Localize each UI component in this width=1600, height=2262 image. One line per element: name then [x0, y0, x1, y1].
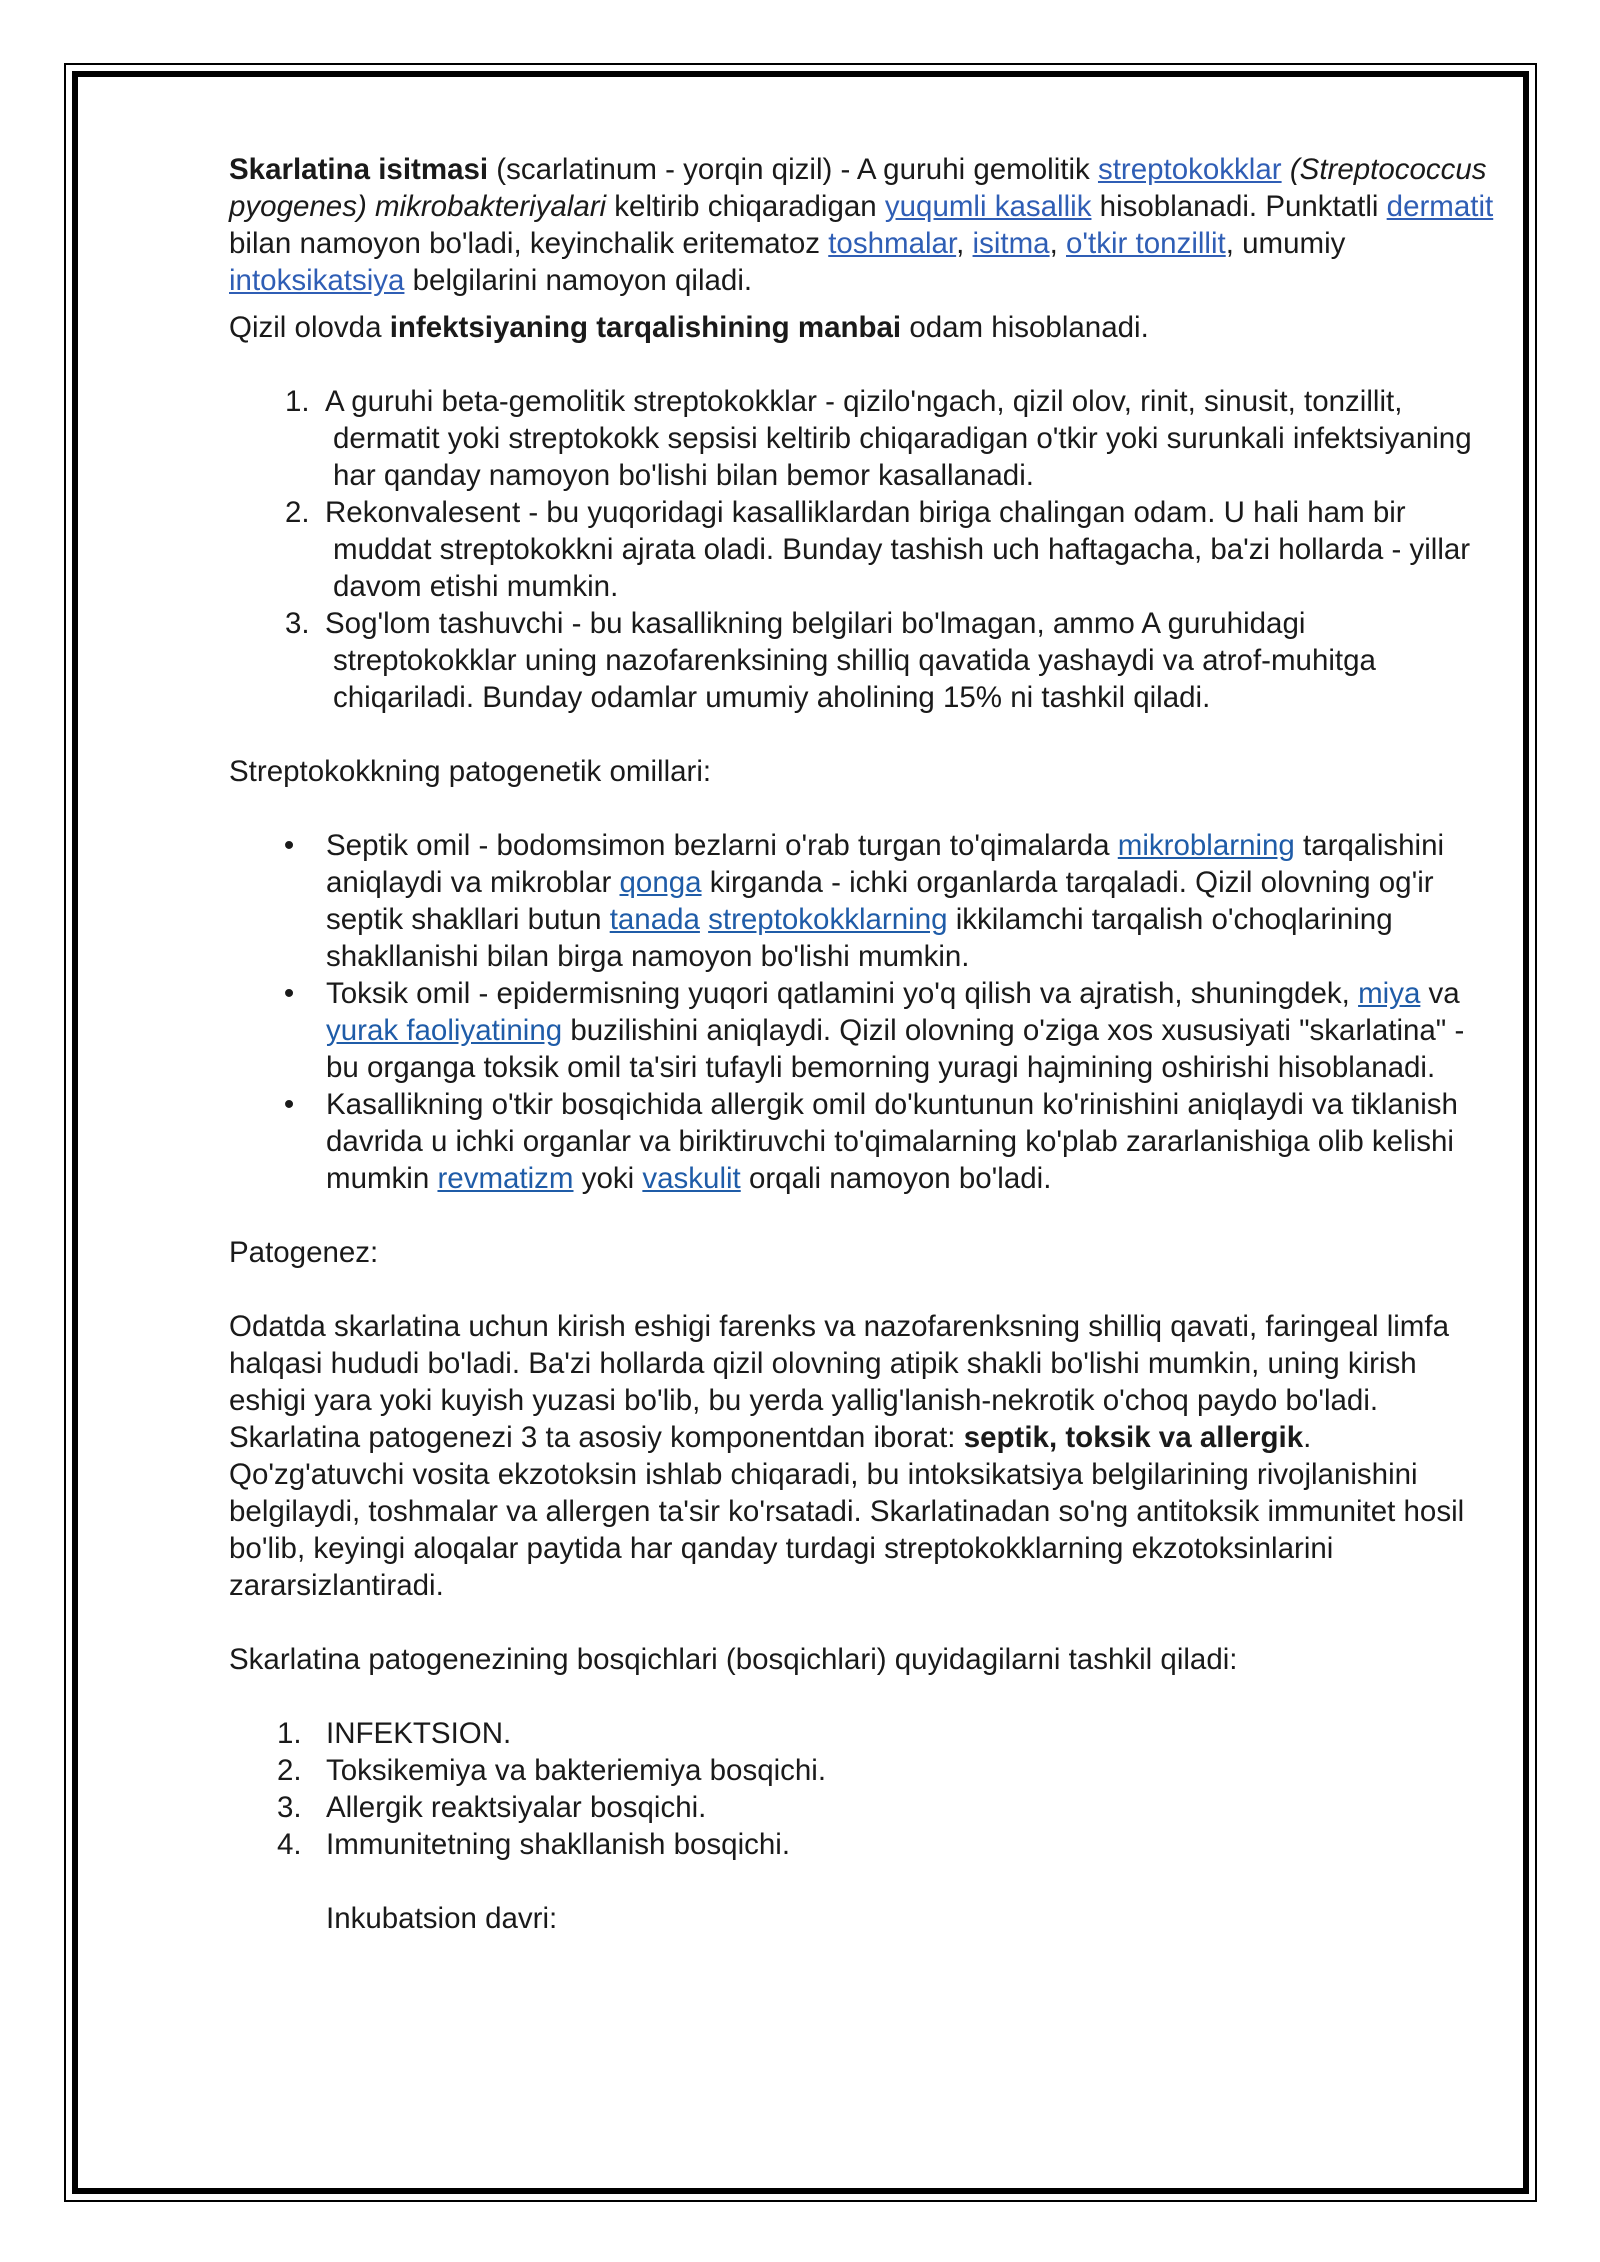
list-item: 1. A guruhi beta-gemolitik streptokokklar - qizilo'ngach, qizil olov, rinit, sinusit, tonzillit, dermatit yoki streptokokk sepsisi keltirib chiqaradigan o'tkir yoki surunkali infektsiyaning har qanday namoyon bo'lishi bilan bemor kasallanadi. [285, 385, 1472, 492]
link-qonga[interactable]: qonga [619, 866, 702, 899]
list-item: • Kasallikning o'tkir bosqichida allergik omil do'kuntunun ko'rinishini aniqlaydi va tiklanish davrida u ichki organlar va biriktiruvchi to'qimalarning ko'plab zararlanishiga olib kelishi mumkin revmatizm yoki vaskulit orqali namoyon bo'ladi. [229, 1086, 1494, 1197]
section-heading-stages: Skarlatina patogenezining bosqichlari (bosqichlari) quyidagilarni tashkil qiladi: [229, 1643, 1238, 1676]
intro-paragraph: Skarlatina isitmasi (scarlatinum - yorqin qizil) - A guruhi gemolitik streptokokklar (Streptococcus pyogenes) mikrobakteriyalari keltirib chiqaradigan yuqumli kasallik hisoblanadi. Punktatli dermatit bilan namoyon bo'ladi, keyinchalik eritematoz toshmalar, isitma, o'tkir tonzillit, umumiy intoksikatsiya belgilarini namoyon qiladi. [229, 153, 1494, 297]
list-item: 1. INFEKTSION. [277, 1717, 512, 1750]
sources-list [229, 383, 1494, 716]
bullet-icon: • [283, 1088, 295, 1121]
link-vaskulit[interactable]: vaskulit [642, 1162, 741, 1195]
link-intoksikatsiya[interactable]: intoksikatsiya [229, 264, 405, 297]
link-miya[interactable]: miya [1358, 977, 1421, 1010]
stages-list [229, 1715, 1494, 1863]
document-title: Skarlatina isitmasi [229, 153, 489, 186]
link-isitma[interactable]: isitma [972, 227, 1050, 260]
link-dermatit[interactable]: dermatit [1386, 190, 1494, 223]
link-mikroblarning[interactable]: mikroblarning [1117, 829, 1295, 862]
link-toshmalar[interactable]: toshmalar [828, 227, 957, 260]
list-item: 2. Rekonvalesent - bu yuqoridagi kasalliklardan biriga chalingan odam. U hali ham bir muddat streptokokkni ajrata oladi. Bunday tashish uch haftagacha, ba'zi hollarda - yillar davom etishi mumkin. [285, 496, 1471, 603]
list-item: 3. Sog'lom tashuvchi - bu kasallikning belgilari bo'lmagan, ammo A guruhidagi streptokokklar uning nazofarenksining shilliq qavatida yashaydi va atrof-muhitga chiqariladi. Bunday odamlar umumiy aholining 15% ni tashkil qiladi. [285, 607, 1376, 714]
subheading-incubation: Inkubatsion davri: [326, 1902, 558, 1935]
list-item: • Septik omil - bodomsimon bezlarni o'rab turgan to'qimalarda mikroblarning tarqalishini aniqlaydi va mikroblar qonga kirganda - ichki organlarda tarqaladi. Qizil olovning og'ir septik shakllari butun tanada streptokokklarning ikkilamchi tarqalish o'choqlarining shakllanishi bilan birga namoyon bo'lishi mumkin. [229, 827, 1494, 975]
link-otkir-tonzillit[interactable]: o'tkir tonzillit [1066, 227, 1226, 260]
link-tanada[interactable]: tanada [609, 903, 700, 936]
list-item: 4. Immunitetning shakllanish bosqichi. [277, 1828, 791, 1861]
bullet-icon: • [283, 977, 295, 1010]
pathogenic-factors-list [229, 827, 1494, 1197]
latin-name: (Streptococcus pyogenes) mikrobakteriyalari [229, 153, 1487, 223]
link-revmatizm[interactable]: revmatizm [437, 1162, 574, 1195]
link-yurak-faoliyatining[interactable]: yurak faoliyatining [326, 1014, 563, 1047]
list-item: • Toksik omil - epidermisning yuqori qatlamini yo'q qilish va ajratish, shuningdek, miya va yurak faoliyatining buzilishini aniqlaydi. Qizil olovning o'ziga xos xususiyati "skarlatina" - bu organga toksik omil ta'siri tufayli bemorning yuragi hajmining oshirishi hisoblanadi. [229, 975, 1494, 1086]
list-item: 2. Toksikemiya va bakteriemiya bosqichi. [277, 1754, 827, 1787]
document-body [229, 151, 1494, 1937]
link-streptokokklarning[interactable]: streptokokklarning [708, 903, 948, 936]
section-heading-pathogenic-factors: Streptokokkning patogenetik omillari: [229, 755, 712, 788]
section-heading-patogenez: Patogenez: [229, 1236, 379, 1269]
bullet-icon: • [283, 829, 295, 862]
list-item: 3. Allergik reaktsiyalar bosqichi. [277, 1791, 707, 1824]
patogenez-paragraph: Odatda skarlatina uchun kirish eshigi farenks va nazofarenksning shilliq qavati, faringeal limfa halqasi hududi bo'ladi. Ba'zi hollarda qizil olovning atipik shakli bo'lishi mumkin, uning kirish eshigi yara yoki kuyish yuzasi bo'lib, bu yerda yallig'lanish-nekrotik o'choq paydo bo'ladi. Skarlatina patogenezi 3 ta asosiy komponentdan iborat: septik, toksik va allergik. Qo'zg'atuvchi vosita ekzotoksin ishlab chiqaradi, bu intoksikatsiya belgilarining rivojlanishini belgilaydi, toshmalar va allergen ta'sir ko'rsatadi. Skarlatinadan so'ng antitoksik immunitet hosil bo'lib, keyingi aloqalar paytida har qanday turdagi streptokokklarning ekzotoksinlarini zararsizlantiradi. [229, 1310, 1465, 1602]
source-paragraph: Qizil olovda infektsiyaning tarqalishining manbai odam hisoblanadi. [229, 311, 1149, 344]
link-yuqumli-kasallik[interactable]: yuqumli kasallik [884, 190, 1092, 223]
link-streptokokklar[interactable]: streptokokklar [1097, 153, 1282, 186]
